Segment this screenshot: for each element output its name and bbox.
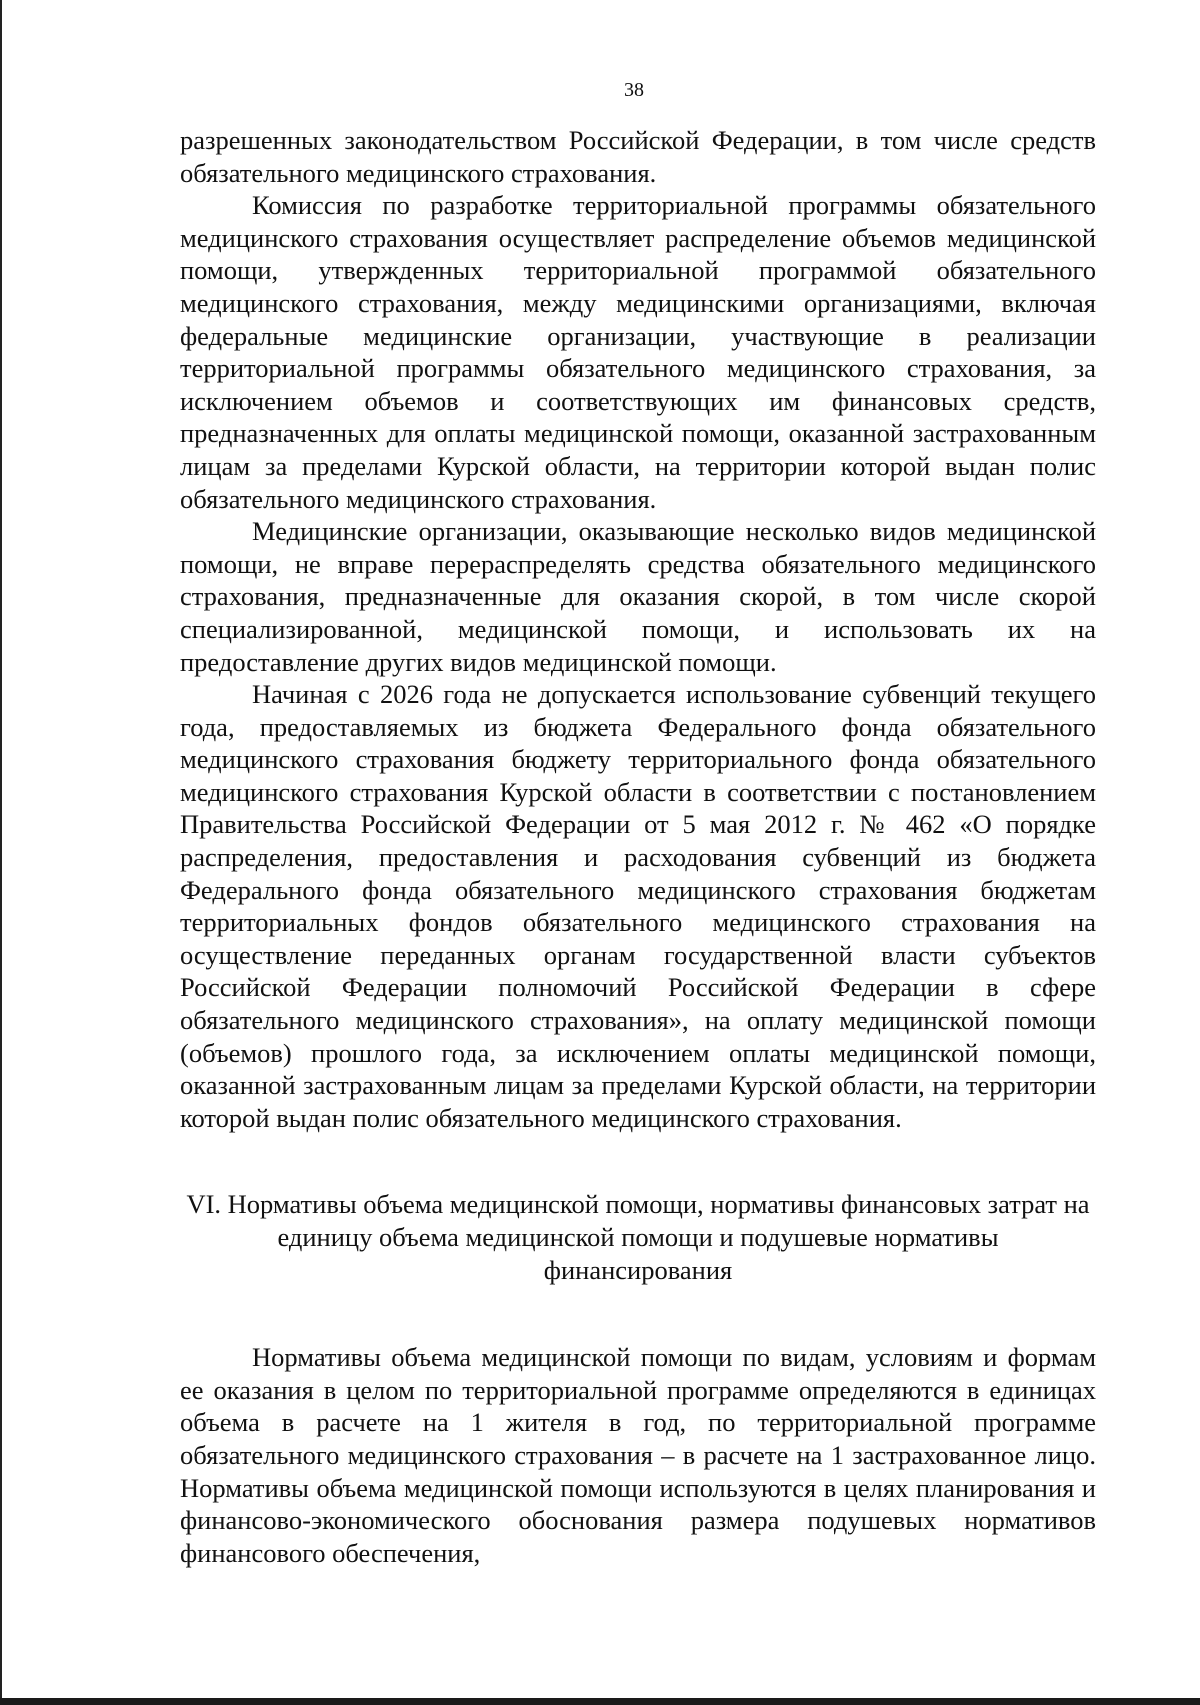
paragraph-commission: Комиссия по разработке территориальной программы обязательного медицинского страхования осуществляет распределение объемов медицинской помощи, утвержденных территориальной программой обязательного медицинского страхования, между медицинскими организациями, включая федеральные медицинские организации, участвующие в реализации территориальной программы обязательного медицинского страхования, за исключением объемов и соответствующих им финансовых средств, предназначенных для оплаты медицинской помощи, оказанной застрахованным лицам за пределами Курской области, на территории которой выдан полис обязательного медицинского страхования. [180,190,1096,514]
paragraph-subventions: Начиная с 2026 года не допускается использование субвенций текущего года, предоставляемых из бюджета Федерального фонда обязательного медицинского страхования бюджету территориального фонда обязательного медицинского страхования Курской области в соответствии с постановлением Правительства Российской Федерации от 5 мая 2012 г. № 462 «О порядке распределения, предоставления и расходования субвенций из бюджета Федерального фонда обязательного медицинского страхования бюджетам территориальных фондов обязательного медицинского страхования на осуществление переданных органам государственной власти субъектов Российской Федерации полномочий Российской Федерации в сфере обязательного медицинского страхования», на оплату медицинской помощи (объемов) прошлого года, за исключением оплаты медицинской помощи, оказанной застрахованным лицам за пределами Курской области, на территории которой выдан полис обязательного медицинского страхования. [180,679,1096,1133]
scan-edge-bottom [0,1698,1200,1705]
paragraph-continuation: разрешенных законодательством Российской Федерации, в том числе средств обязательного медицинского страхования. [180,125,1096,188]
page-number: 38 [624,79,644,101]
document-body [180,124,1096,1569]
paragraph-medical-organizations: Медицинские организации, оказывающие несколько видов медицинской помощи, не вправе перераспределять средства обязательного медицинского страхования, предназначенные для оказания скорой, в том числе скорой специализированной, медицинской помощи, и использовать их на предоставление других видов медицинской помощи. [180,516,1096,677]
section-heading: VI. Нормативы объема медицинской помощи, нормативы финансовых затрат на единицу объема медицинской помощи и подушевые нормативы финансирования [186,1189,1090,1285]
paragraph-volume-norms: Нормативы объема медицинской помощи по видам, условиям и формам ее оказания в целом по территориальной программе определяются в единицах объема в расчете на 1 жителя в год, по территориальной программе обязательного медицинского страхования – в расчете на 1 застрахованное лицо. Нормативы объема медицинской помощи используются в целях планирования и финансово-экономического обоснования размера подушевых нормативов финансового обеспечения, [180,1342,1096,1568]
scan-edge-left [0,0,2,1705]
